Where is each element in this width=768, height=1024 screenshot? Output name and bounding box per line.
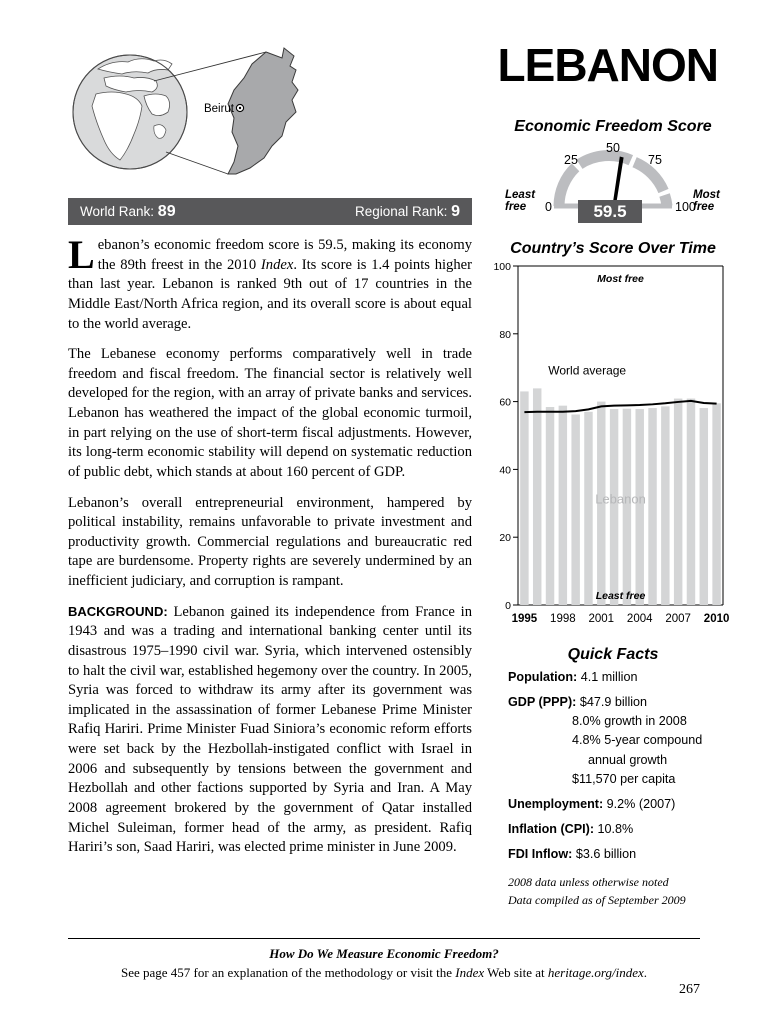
page-title: LEBANON xyxy=(497,39,718,91)
quick-facts-title: Quick Facts xyxy=(567,646,659,663)
footer-italic-index: Index xyxy=(455,964,485,980)
quick-facts-note-2: Data compiled as of September 2009 xyxy=(508,892,686,907)
gdp-compound: 4.8% 5-year compound xyxy=(572,733,703,748)
unemployment-value: 9.2% (2007) xyxy=(606,796,676,811)
chart-bar-2003 xyxy=(623,409,631,605)
fdi-label: FDI Inflow: xyxy=(508,847,573,862)
intro-text-b: . Its score is 1.4 points higher than last year. Lebanon is ranked 9th out of 17 countries in the Middle East/North Africa region, and its overall score is about equal to the world average. xyxy=(68,256,472,332)
rank-bar xyxy=(68,198,472,225)
capital-marker xyxy=(236,104,243,111)
intro-text-a: ebanon’s economic freedom score is 59.5, making its economy the 89th freest in the 2010 xyxy=(97,237,472,273)
locator-map xyxy=(68,34,318,194)
chart-xtick-2007: 2007 xyxy=(665,613,691,625)
gauge-most-free-line1: Most xyxy=(693,189,720,201)
chart-bar-1995 xyxy=(520,391,528,605)
unemployment-label: Unemployment: xyxy=(508,796,604,811)
gauge-arc-0-25 xyxy=(559,167,576,206)
footer-divider xyxy=(68,938,700,939)
chart-bar-1996 xyxy=(533,388,541,605)
chart-ytick-100: 100 xyxy=(493,261,511,273)
fdi-value: $3.6 billion xyxy=(575,847,637,862)
world-rank-label: World Rank: xyxy=(80,203,155,219)
footer-text-a: See page 457 for an explanation of the methodology or visit the xyxy=(120,964,456,980)
paragraph-background xyxy=(68,603,472,858)
chart-bar-2002 xyxy=(610,409,618,605)
gauge-tick-75: 75 xyxy=(648,153,662,167)
capital-label: Beirut xyxy=(203,103,234,115)
chart-most-free-label: Most free xyxy=(597,273,644,285)
drop-cap: L xyxy=(68,232,95,277)
gdp-growth: 8.0% growth in 2008 xyxy=(572,714,687,729)
chart-line-label: World average xyxy=(548,363,627,378)
page-number: 267 xyxy=(679,982,700,997)
gdp-value: $47.9 billion xyxy=(579,695,648,710)
quick-fact-unemployment xyxy=(508,795,733,814)
article-body xyxy=(68,232,473,858)
chart-bar-1997 xyxy=(546,407,554,605)
gdp-label: GDP (PPP): xyxy=(508,695,577,710)
chart-ytick-40: 40 xyxy=(499,464,511,477)
inflation-label: Inflation (CPI): xyxy=(508,821,595,836)
footer-url[interactable]: heritage.org/index xyxy=(547,964,644,980)
chart-ytick-20: 20 xyxy=(499,532,511,545)
globe-icon xyxy=(73,55,187,169)
footer-text-c: . xyxy=(643,964,648,980)
chart-least-free-label: Least free xyxy=(595,590,646,602)
chart-bar-2008 xyxy=(687,399,695,605)
quick-fact-population xyxy=(508,668,733,687)
chart-xtick-1998: 1998 xyxy=(550,613,576,625)
chart-bar-1998 xyxy=(559,406,567,605)
world-rank xyxy=(80,203,176,221)
quick-fact-inflation xyxy=(508,820,733,839)
gauge-tick-50: 50 xyxy=(606,141,620,155)
regional-rank-value: 9 xyxy=(451,202,460,220)
gauge-least-free-line1: Least xyxy=(505,189,536,201)
quick-fact-gdp xyxy=(508,693,733,789)
economic-freedom-score-title: Economic Freedom Score xyxy=(514,118,712,135)
quick-facts-list xyxy=(508,668,733,909)
paragraph-economy: The Lebanese economy performs comparatively well in trade freedom and fiscal freedom. The financial sector is relatively well developed for the region, with an array of private banks and services. Lebanon has weathered the impact of the global economic turmoil, in part relying on the use of short-term fiscal adjustments. However, its long-term economic stability will depend on systematic reduction of public debt, which stands at about 160 percent of GDP. xyxy=(68,346,473,480)
footer xyxy=(68,945,700,983)
gdp-per-capita: $11,570 per capita xyxy=(572,771,676,786)
regional-rank xyxy=(355,203,460,221)
paragraph-intro xyxy=(68,232,472,334)
gauge-most-free-line2: free xyxy=(693,201,715,213)
chart-bar-2005 xyxy=(648,408,656,605)
chart-xtick-2004: 2004 xyxy=(626,613,653,625)
score-over-time-chart xyxy=(490,258,730,633)
footer-text-b: Web site at xyxy=(484,964,548,980)
chart-ytick-80: 80 xyxy=(499,328,511,341)
chart-bar-1999 xyxy=(571,414,579,605)
footer-title: How Do We Measure Economic Freedom? xyxy=(269,946,499,961)
intro-italic: Index xyxy=(260,256,294,273)
chart-bar-2000 xyxy=(584,412,592,605)
background-text: Lebanon gained its independence from France in 1943 and was a trading and international banking center until its disastrous 1975–1990 civil war. Syria, which intervened ostensibly to halt the civil war, established hegemony over the country. In 2005, Syria was forced to withdraw its army after its government was implicated in the assassination of former Lebanese Prime Minister Rafiq Hariri. Prime Minister Fuad Siniora’s economic reform efforts were set back by the Hezbollah-instigated conflict with Israel in 2006 and subsequently by tensions between the government and Hezbollah and other factions supported by Syria and Iran. A May 2008 agreement brokered by the government of Qatar installed Michel Suleiman, former head of the army, as president. Rafiq Hariri’s son, Saad Hariri, was elected prime minister in June 2009. xyxy=(68,603,472,856)
population-value: 4.1 million xyxy=(580,670,638,684)
gauge-tick-0: 0 xyxy=(545,200,552,214)
chart-xtick-2010: 2010 xyxy=(703,613,730,625)
population-label: Population: xyxy=(508,670,578,684)
chart-bar-2006 xyxy=(661,406,669,605)
gdp-compound-cont: annual growth xyxy=(588,752,668,767)
quick-fact-fdi xyxy=(508,845,733,864)
chart-bar-2010 xyxy=(712,403,720,605)
chart-ytick-60: 60 xyxy=(499,396,511,409)
world-rank-value: 89 xyxy=(157,202,176,220)
chart-ytick-0: 0 xyxy=(505,600,511,612)
chart-bar-2009 xyxy=(700,408,708,605)
paragraph-entrepreneurial: Lebanon’s overall entrepreneurial environment, hampered by political instability, remains unfavorable to private investment and productivity growth. Commercial regulations and bureaucratic red tape are burdensome. Property rights are severely undermined by an inefficient judiciary, and corruption is rampant. xyxy=(68,494,472,589)
background-label: BACKGROUND: xyxy=(68,603,168,619)
regional-rank-label: Regional Rank: xyxy=(355,203,448,219)
chart-xtick-2001: 2001 xyxy=(588,613,615,625)
score-badge: 59.5 xyxy=(578,200,642,223)
footer-line xyxy=(68,964,700,983)
chart-series-label: Lebanon xyxy=(595,491,646,507)
chart-title: Country’s Score Over Time xyxy=(510,240,716,257)
gauge-least-free-line2: free xyxy=(505,201,527,213)
inflation-value: 10.8% xyxy=(597,821,634,836)
quick-facts-note-1: 2008 data unless otherwise noted xyxy=(508,875,669,890)
chart-bar-2007 xyxy=(674,399,682,605)
chart-bar-2004 xyxy=(635,409,643,605)
gauge-tick-100: 100 xyxy=(675,200,696,214)
chart-xtick-1995: 1995 xyxy=(511,613,538,625)
gauge-tick-25: 25 xyxy=(564,153,578,167)
